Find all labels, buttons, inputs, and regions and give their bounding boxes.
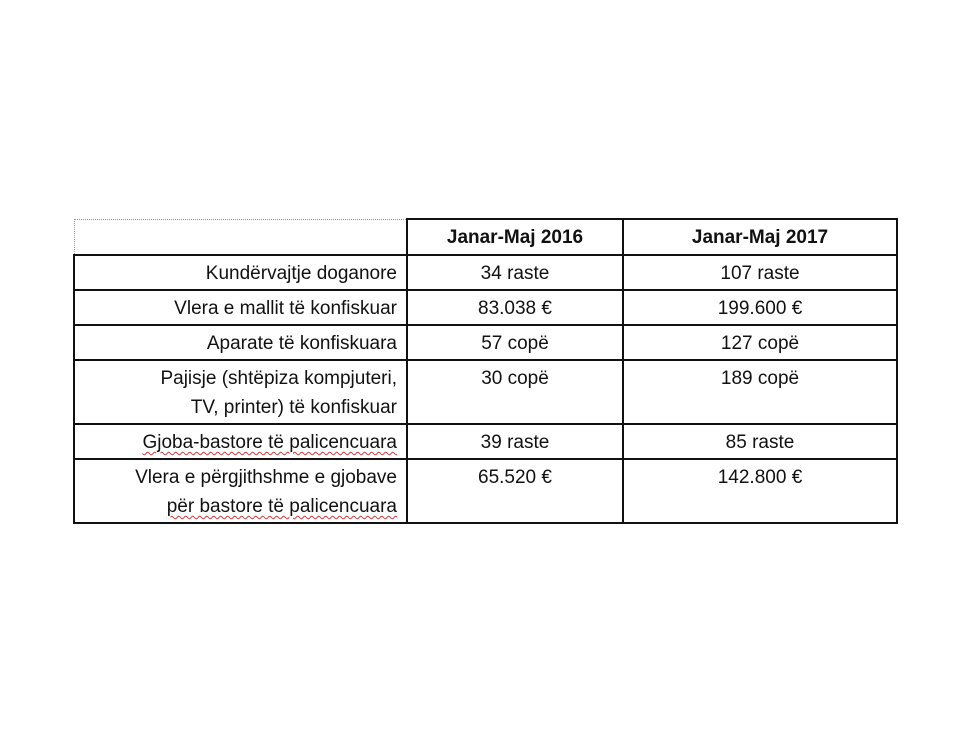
row-label (74, 290, 407, 325)
value-2016: 57 copë (407, 325, 623, 360)
table-row (74, 360, 897, 424)
row-label (74, 459, 407, 523)
row-label-text: Aparate të konfiskuara (206, 333, 397, 354)
value-2017: 127 copë (623, 325, 897, 360)
row-label-line-2: TV, printer) të konfiskuar (190, 397, 397, 418)
value-2017: 142.800 € (623, 459, 897, 523)
row-label-line-1: Pajisje (shtëpiza kompjuteri, (160, 368, 397, 389)
row-label-line-1: Vlera e përgjithshme e gjobave (135, 467, 397, 488)
value-2016: 83.038 € (407, 290, 623, 325)
comparison-table-container (73, 218, 898, 524)
value-2017: 107 raste (623, 255, 897, 290)
table-row (74, 255, 897, 290)
value-2016: 30 copë (407, 360, 623, 424)
table-row (74, 290, 897, 325)
value-2017: 85 raste (623, 424, 897, 459)
row-label-text: Vlera e mallit të konfiskuar (174, 298, 397, 319)
row-label (74, 360, 407, 424)
row-label (74, 255, 407, 290)
value-2016: 34 raste (407, 255, 623, 290)
header-2016: Janar-Maj 2016 (407, 219, 623, 255)
header-corner-cell (74, 219, 407, 255)
table-row (74, 424, 897, 459)
value-2016: 65.520 € (407, 459, 623, 523)
value-2017: 189 copë (623, 360, 897, 424)
row-label-text: Gjoba-bastore të palicencuara (142, 432, 397, 453)
row-label-text: Kundërvajtje doganore (205, 263, 397, 284)
row-label (74, 424, 407, 459)
table-row (74, 325, 897, 360)
table-row (74, 459, 897, 523)
value-2017: 199.600 € (623, 290, 897, 325)
value-2016: 39 raste (407, 424, 623, 459)
row-label (74, 325, 407, 360)
header-2017: Janar-Maj 2017 (623, 219, 897, 255)
comparison-table (73, 218, 898, 524)
row-label-line-2: për bastore të palicencuara (166, 496, 397, 517)
table-header-row (74, 219, 897, 255)
